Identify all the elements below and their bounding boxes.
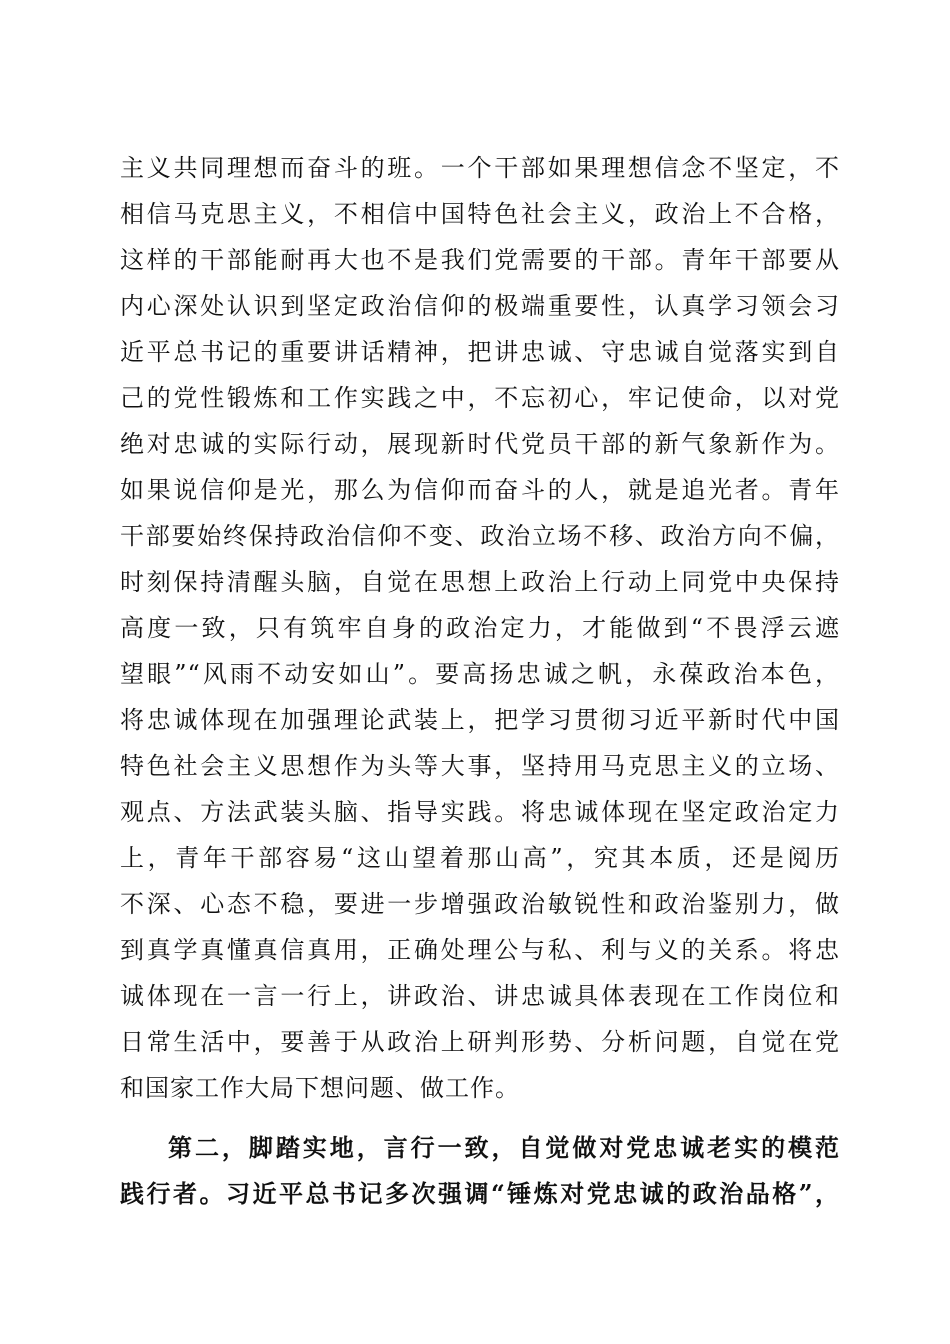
text-line: 诚体现在一言一行上，讲政治、讲忠诚具体表现在工作岗位和 — [120, 982, 840, 1010]
text-line: 相信马克思主义，不相信中国特色社会主义，政治上不合格， — [120, 200, 840, 228]
text-line: 和国家工作大局下想问题、做工作。 — [120, 1074, 520, 1102]
text-line: 内心深处认识到坚定政治信仰的极端重要性，认真学习领会习 — [120, 292, 840, 320]
text-line: 绝对忠诚的实际行动，展现新时代党员干部的新气象新作为。 — [120, 430, 840, 458]
text-line: 观点、方法武装头脑、指导实践。将忠诚体现在坚定政治定力 — [120, 798, 840, 826]
text-line: 高度一致，只有筑牢自身的政治定力，才能做到“不畏浮云遮 — [120, 614, 840, 642]
text-line: 己的党性锻炼和工作实践之中，不忘初心，牢记使命，以对党 — [120, 384, 840, 412]
text-line: 望眼”“风雨不动安如山”。要高扬忠诚之帆，永葆政治本色， — [120, 660, 840, 688]
body-text — [120, 145, 840, 1217]
text-line: 将忠诚体现在加强理论武装上，把学习贯彻习近平新时代中国 — [120, 706, 840, 734]
text-line: 日常生活中，要善于从政治上研判形势、分析问题，自觉在党 — [120, 1028, 840, 1056]
text-line: 如果说信仰是光，那么为信仰而奋斗的人，就是追光者。青年 — [120, 476, 840, 504]
text-line: 不深、心态不稳，要进一步增强政治敏锐性和政治鉴别力，做 — [120, 890, 840, 918]
text-line: 上，青年干部容易“这山望着那山高”，究其本质，还是阅历 — [120, 844, 840, 872]
text-line: 到真学真懂真信真用，正确处理公与私、利与义的关系。将忠 — [120, 936, 840, 964]
text-line: 践行者。习近平总书记多次强调“锤炼对党忠诚的政治品格”， — [120, 1179, 840, 1208]
text-line: 第二，脚踏实地，言行一致，自觉做对党忠诚老实的模范 — [168, 1133, 840, 1162]
paragraph-spacer — [120, 1111, 840, 1125]
text-line: 近平总书记的重要讲话精神，把讲忠诚、守忠诚自觉落实到自 — [120, 338, 840, 366]
text-line: 特色社会主义思想作为头等大事，坚持用马克思主义的立场、 — [120, 752, 840, 780]
paragraph-1 — [120, 145, 840, 1111]
text-line: 主义共同理想而奋斗的班。一个干部如果理想信念不坚定，不 — [120, 154, 840, 182]
text-line: 这样的干部能耐再大也不是我们党需要的干部。青年干部要从 — [120, 246, 840, 274]
text-line: 干部要始终保持政治信仰不变、政治立场不移、政治方向不偏， — [120, 522, 840, 550]
text-line: 时刻保持清醒头脑，自觉在思想上政治上行动上同党中央保持 — [120, 568, 840, 596]
paragraph-2 — [120, 1125, 840, 1217]
